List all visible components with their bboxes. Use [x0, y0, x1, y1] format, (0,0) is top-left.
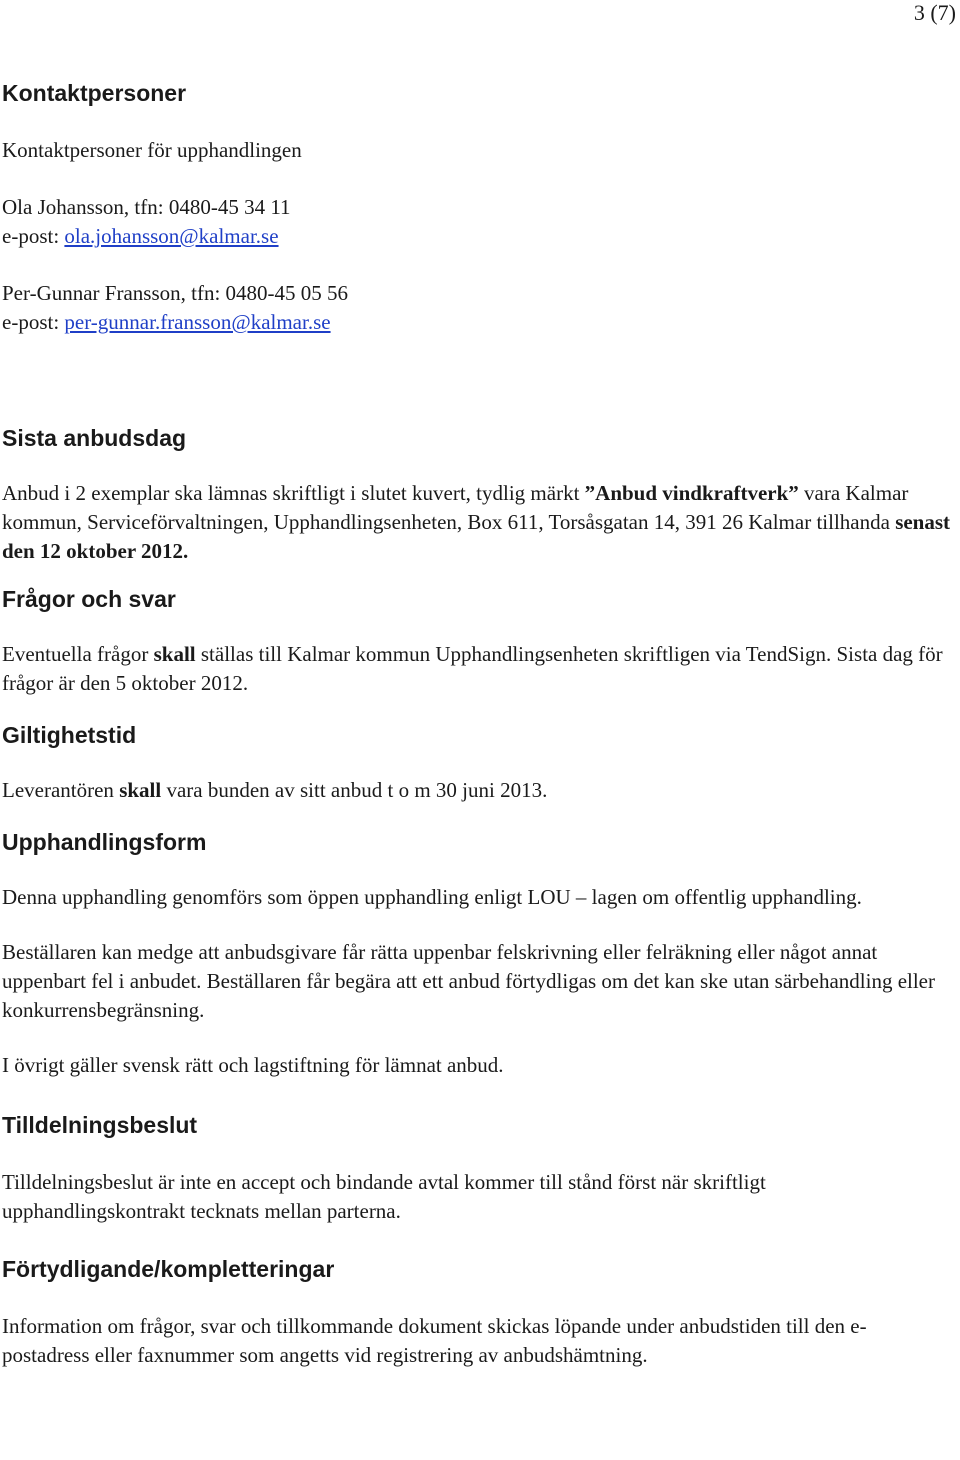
clarifications-paragraph: Information om frågor, svar och tillkommande dokument skickas löpande under anbudstiden till den e-postadress eller faxnummer som angetts vid registrering av anbudshämtning.	[2, 1314, 867, 1367]
questions-bold: skall	[153, 642, 196, 666]
contact-person-line: Ola Johansson, tfn: 0480-45 34 11	[2, 195, 291, 219]
section-clarifications	[2, 1254, 952, 1370]
email-link-per-gunnar-fransson[interactable]: per-gunnar.fransson@kalmar.se	[64, 310, 331, 334]
questions-text-1: Eventuella frågor	[2, 642, 154, 666]
procurement-form-paragraph-1: Denna upphandling genomförs som öppen upphandling enligt LOU – lagen om offentlig upphandling.	[2, 885, 862, 909]
heading-validity: Giltighetstid	[2, 722, 137, 748]
email-label: e-post:	[2, 224, 65, 248]
validity-text-1: Leverantören	[2, 778, 120, 802]
section-deadline	[2, 423, 952, 566]
questions-text-2: ställas till Kalmar kommun Upphandlingsenheten skriftligen via TendSign. Sista dag för frågor är den 5 oktober 2012.	[2, 642, 943, 695]
procurement-form-paragraph-2: Beställaren kan medge att anbudsgivare får rätta uppenbar felskrivning eller felräkning eller något annat uppenbart fel i anbudet. Beställaren får begära att ett anbud förtydligas om det kan ske utan särbehandling eller konkurrensbegränsning.	[2, 940, 935, 1022]
contact-person-line: Per-Gunnar Fransson, tfn: 0480-45 05 56	[2, 281, 349, 305]
deadline-paragraph	[2, 479, 952, 566]
section-award-decision	[2, 1110, 952, 1226]
validity-text-2: vara bunden av sitt anbud t o m 30 juni 2013.	[161, 778, 548, 802]
questions-paragraph	[2, 640, 952, 698]
heading-deadline: Sista anbudsdag	[2, 425, 187, 451]
heading-questions: Frågor och svar	[2, 586, 176, 612]
deadline-bold-1: ”Anbud vindkraftverk”	[584, 481, 799, 505]
email-label: e-post:	[2, 310, 65, 334]
award-decision-paragraph: Tilldelningsbeslut är inte en accept och bindande avtal kommer till stånd först när skriftligt upphandlingskontrakt tecknats mellan parterna.	[2, 1170, 766, 1223]
heading-clarifications: Förtydligande/kompletteringar	[2, 1256, 335, 1282]
deadline-bold-2: senast den 12 oktober 2012.	[2, 510, 951, 563]
procurement-form-paragraph-3: I övrigt gäller svensk rätt och lagstiftning för lämnat anbud.	[2, 1053, 504, 1077]
section-procurement-form	[2, 827, 952, 1080]
contact-person	[2, 193, 952, 251]
deadline-text-1: Anbud i 2 exemplar ska lämnas skriftligt i slutet kuvert, tydlig märkt	[2, 481, 585, 505]
section-validity	[2, 720, 952, 805]
contact-person	[2, 279, 952, 337]
email-link-ola-johansson[interactable]: ola.johansson@kalmar.se	[64, 224, 279, 248]
deadline-text-2: vara Kalmar kommun, Serviceförvaltningen, Upphandlingsenheten, Box 611, Torsåsgatan 14, 391 26 Kalmar tillhanda	[2, 481, 909, 534]
validity-paragraph	[2, 776, 952, 805]
contact-person-email-row	[2, 308, 952, 337]
document-body	[2, 78, 952, 1370]
section-contacts	[2, 78, 952, 337]
heading-contacts: Kontaktpersoner	[2, 80, 187, 106]
section-questions	[2, 584, 952, 698]
contact-person-email-row	[2, 222, 952, 251]
validity-bold: skall	[119, 778, 162, 802]
page-number: 3 (7)	[913, 0, 956, 25]
contacts-intro: Kontaktpersoner för upphandlingen	[2, 138, 302, 162]
heading-procurement-form: Upphandlingsform	[2, 829, 207, 855]
heading-award-decision: Tilldelningsbeslut	[2, 1112, 198, 1138]
